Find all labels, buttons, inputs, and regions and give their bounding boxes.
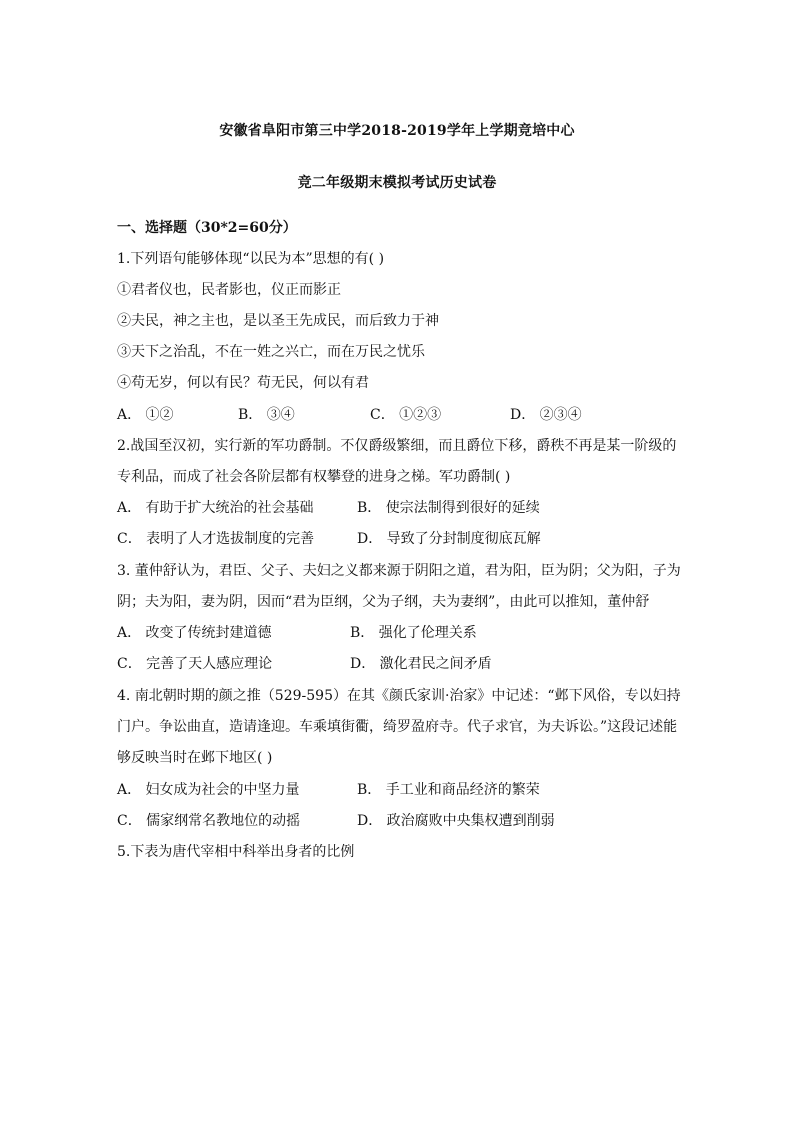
- q5-stem: 5.下表为唐代宰相中科举出身者的比例: [117, 844, 355, 860]
- q3-option-d: D． 激化君民之间矛盾: [350, 656, 492, 672]
- q2-option-b: B． 使宗法制得到很好的延续: [357, 500, 540, 516]
- q1-option-b: B． ③④: [238, 407, 295, 423]
- q4-option-d: D． 政治腐败中央集权遭到削弱: [357, 813, 555, 829]
- q1-item: ③天下之治乱，不在一姓之兴亡，而在万民之忧乐: [117, 344, 425, 360]
- q4-option-b: B． 手工业和商品经济的繁荣: [357, 782, 540, 798]
- q3-option-b: B． 强化了伦理关系: [350, 625, 477, 641]
- q2-stem-line: 2.战国至汉初，实行新的军功爵制。不仅爵级繁细，而且爵位下移，爵秩不再是某一阶级的: [117, 438, 677, 454]
- q1-item: ①君者仪也，民者影也，仪正而影正: [117, 282, 341, 298]
- q2-option-d: D． 导致了分封制度彻底瓦解: [357, 531, 541, 547]
- q1-stem: 1.下列语句能够体现“以民为本”思想的有( ): [117, 251, 385, 267]
- q2-option-c: C． 表明了人才选拔制度的完善: [117, 531, 315, 547]
- q4-option-a: A． 妇女成为社会的中坚力量: [117, 782, 300, 798]
- section-heading: 一、选择题（30*2=60分）: [117, 220, 297, 236]
- q1-item: ②夫民，神之主也，是以圣王先成民，而后致力于神: [117, 313, 439, 329]
- q1-option-a: A． ①②: [117, 407, 174, 423]
- q3-option-c: C． 完善了天人感应理论: [117, 656, 273, 672]
- q4-stem-line: 够反映当时在邺下地区( ): [117, 750, 273, 766]
- q1-item: ④苟无岁，何以有民？苟无民，何以有君: [117, 375, 369, 391]
- q2-stem-line: 专利品，而成了社会各阶层都有权攀登的进身之梯。军功爵制( ): [117, 469, 511, 485]
- q3-stem-line: 阴；夫为阳，妻为阴，因而“君为臣纲，父为子纲，夫为妻纲”，由此可以推知，董仲舒: [117, 594, 650, 610]
- q3-option-a: A． 改变了传统封建道德: [117, 625, 272, 641]
- q2-option-a: A． 有助于扩大统治的社会基础: [117, 500, 314, 516]
- q4-stem-line: 4. 南北朝时期的颜之推（529-595）在其《颜氏家训·治家》中记述：“邺下风俗，专以妇持: [117, 688, 681, 704]
- exam-title-line1: 安徽省阜阳市第三中学2018-2019学年上学期竞培中心: [219, 123, 575, 139]
- q1-option-c: C． ①②③: [370, 407, 442, 423]
- q4-option-c: C． 儒家纲常名教地位的动摇: [117, 813, 301, 829]
- exam-title-line2: 竞二年级期末模拟考试历史试卷: [297, 175, 497, 191]
- q3-stem-line: 3. 董仲舒认为，君臣、父子、夫妇之义都来源于阴阳之道，君为阳，臣为阴；父为阳，子为: [117, 563, 681, 579]
- q4-stem-line: 门户。争讼曲直，造请逢迎。车乘填街衢，绮罗盈府寺。代子求官，为夫诉讼。”这段记述能: [117, 719, 678, 735]
- q1-option-d: D． ②③④: [510, 407, 582, 423]
